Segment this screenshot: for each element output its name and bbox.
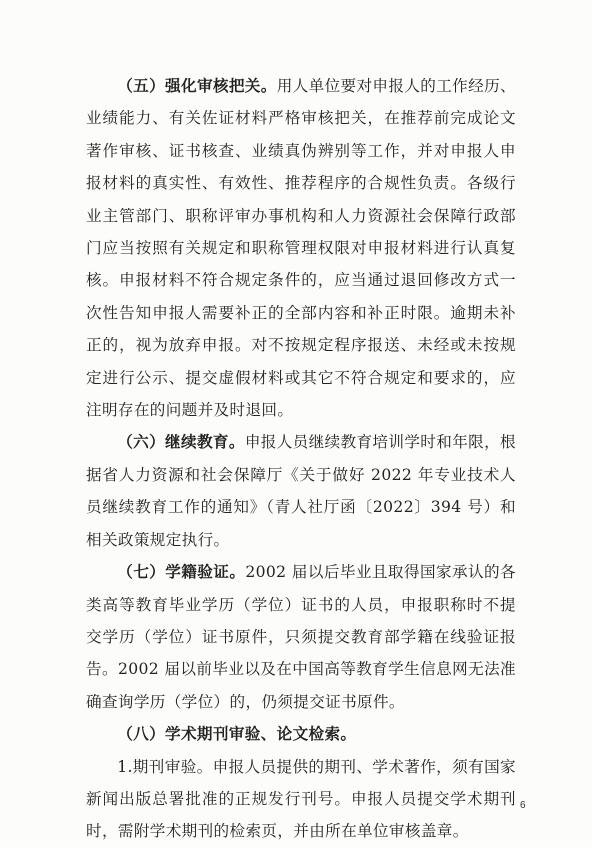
paragraph-continuing-education bbox=[86, 426, 516, 556]
text-strengthen-review: 用人单位要对申报人的工作经历、业绩能力、有关佐证材料严格审核把关，在推荐前完成论文著作审核、证书核查、业绩真伪辨别等工作，并对申报人申报材料的真实性、有效性、推荐程序的合规性负责。各级行业主管部门、职称评审办事机构和人力资源社会保障行政部门应当按照有关规定和职称管理权限对申报材料进行认真复核。申报材料不符合规定条件的，应当通过退回修改方式一次性告知申报人需要补正的全部内容和补正时限。逾期未补正的，视为放弃申报。对不按规定程序报送、未经或未按规定进行公示、提交虚假材料或其它不符合规定和要求的，应注明存在的问题并及时退回。 bbox=[86, 77, 516, 420]
heading-strengthen-review: （五）强化审核把关。 bbox=[117, 77, 277, 95]
text-student-record-verification: 2002 届以后毕业且取得国家承认的各类高等教育毕业学历（学位）证书的人员，申报职称时不提交学历（学位）证书原件，只须提交教育部学籍在线验证报告。2002 届以前毕业以及在中国高等教育学生信息网无法准确查询学历（学位）的，仍须提交证书原件。 bbox=[86, 563, 516, 711]
paragraph-journal-review bbox=[86, 718, 516, 750]
text-journal-audit: 1.期刊审验。申报人员提供的期刊、学术著作，须有国家新闻出版总署批准的正规发行刊号。申报人员提交学术期刊时，需附学术期刊的检索页，并由所在单位审核盖章。 bbox=[86, 757, 516, 841]
paragraph-student-record-verification bbox=[86, 556, 516, 718]
paragraph-strengthen-review bbox=[86, 70, 516, 426]
page-number: 6 bbox=[520, 800, 526, 811]
heading-student-record-verification: （七）学籍验证。 bbox=[117, 563, 246, 582]
heading-continuing-education: （六）继续教育。 bbox=[117, 433, 245, 452]
text-continuing-education: 申报人员继续教育培训学时和年限，根据省人力资源和社会保障厅《关于做好 2022 年专业技术人员继续教育工作的通知》（青人社厅函〔2022〕394 号）和相关政策规定执行。 bbox=[86, 433, 516, 549]
document-body bbox=[86, 70, 516, 848]
heading-journal-review: （八）学术期刊审验、论文检索。 bbox=[117, 725, 357, 744]
paragraph-journal-audit bbox=[86, 751, 516, 848]
